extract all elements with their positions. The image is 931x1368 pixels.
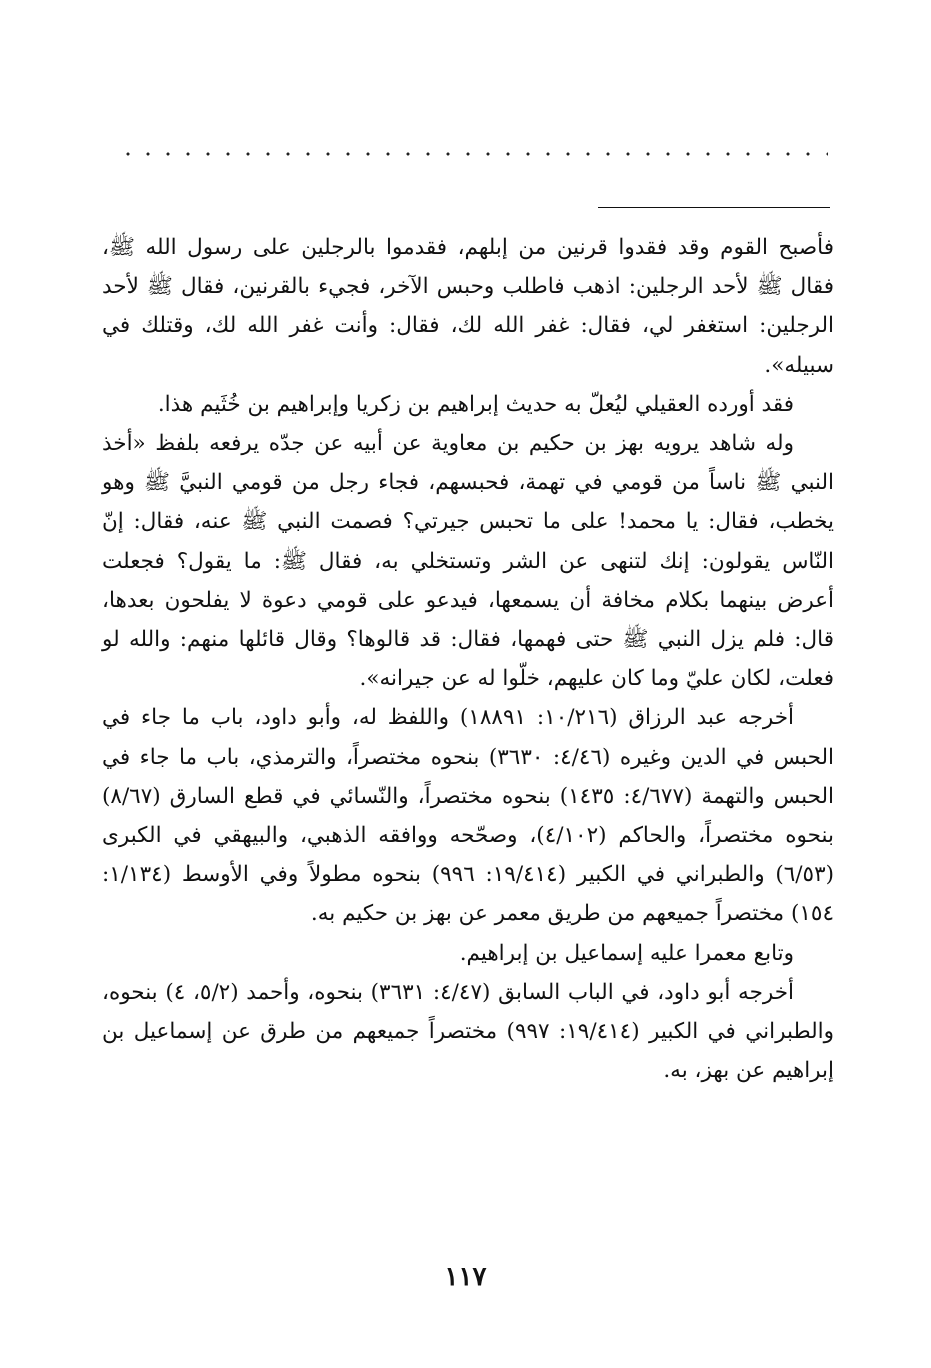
footnote-rule bbox=[598, 207, 830, 208]
paragraph-mutaba: وتابع معمرا عليه إسماعيل بن إبراهيم. bbox=[459, 940, 794, 966]
paragraph-takhrij-secondary: أخرجه أبو داود، في الباب السابق (٤/٤٧: ٣٦٣١) بنحوه، وأحمد (٥/٢، ٤) بنحوه، والطبراني في الكبير (١٩/٤١٤: ٩٩٧) مختصراً جميعهم من طرق عن إسماعيل بن إبراهيم عن بهز، به. bbox=[102, 979, 835, 1084]
paragraph-takhrij-main: أخرجه عبد الرزاق (١٠/٢١٦: ١٨٨٩١) واللفظ له، وأبو داود، باب ما جاء في الحبس في الدين وغيره (٤/٤٦: ٣٦٣٠) بنحوه مختصراً، والترمذي، باب ما جاء في الحبس والتهمة (٤/٦٧٧: ١٤٣٥) بنحوه مختصراً، والنّسائي في قطع السارق (٨/٦٧) بنحوه مختصراً، والحاكم (٤/١٠٢)، وصحّحه ووافقه الذهبي، والبيهقي في الكبرى (٦/٥٣) والطبراني في الكبير (١٩/٤١٤: ٩٩٦) بنحوه مطولاً وفي الأوسط (١/١٣٤: ١٥٤) مختصراً جميعهم من طريق معمر عن بهز بن حكيم به. bbox=[102, 705, 835, 927]
page-number: ١١٧ bbox=[444, 1262, 487, 1292]
body-text bbox=[102, 228, 834, 1090]
paragraph-witness-hadith: وله شاهد يرويه بهز بن حكيم بن معاوية عن أبيه عن جدّه يرفعه بلفظ «أخذ النبي ﷺ ناساً من قومي في تهمة، فحبسهم، فجاء رجل من قومي النبيَّ ﷺ وهو يخطب، فقال: يا محمد! على ما تحبس جيرتي؟ فصمت النبي ﷺ عنه، فقال: إنّ النّاس يقولون: إنك لتنهى عن الشر وتستخلي به، فقال ﷺ: ما يقول؟ فجعلت أعرض بينهما بكلام مخافة أن يسمعها، فيدعو على قومي دعوة لا يفلحون بعدها، قال: فلم يزل النبي ﷺ حتى فهمها، فقال: قد قالوها؟ وقال قائلها منهم: والله لو فعلت، لكان عليّ وما كان عليهم، خلّوا له عن جيرانه». bbox=[102, 431, 834, 692]
paragraph-uqayli-note: فقد أورده العقيلي ليُعلّ به حديث إبراهيم بن زكريا وإبراهيم بن خُثَيم هذا. bbox=[157, 391, 794, 417]
paragraph-continuation: فأصبح القوم وقد فقدوا قرنين من إبلهم، فقدموا بالرجلين على رسول الله ﷺ، فقال ﷺ لأحد الرجلين: اذهب فاطلب وحبس الآخر، فجيء بالقرنين، فقال ﷺ لأحد الرجلين: استغفر لي، فقال: غفر الله لك، فقال: وأنت غفر الله لك، وقتلك في سبيله». bbox=[102, 235, 834, 378]
dotted-separator bbox=[118, 150, 828, 158]
